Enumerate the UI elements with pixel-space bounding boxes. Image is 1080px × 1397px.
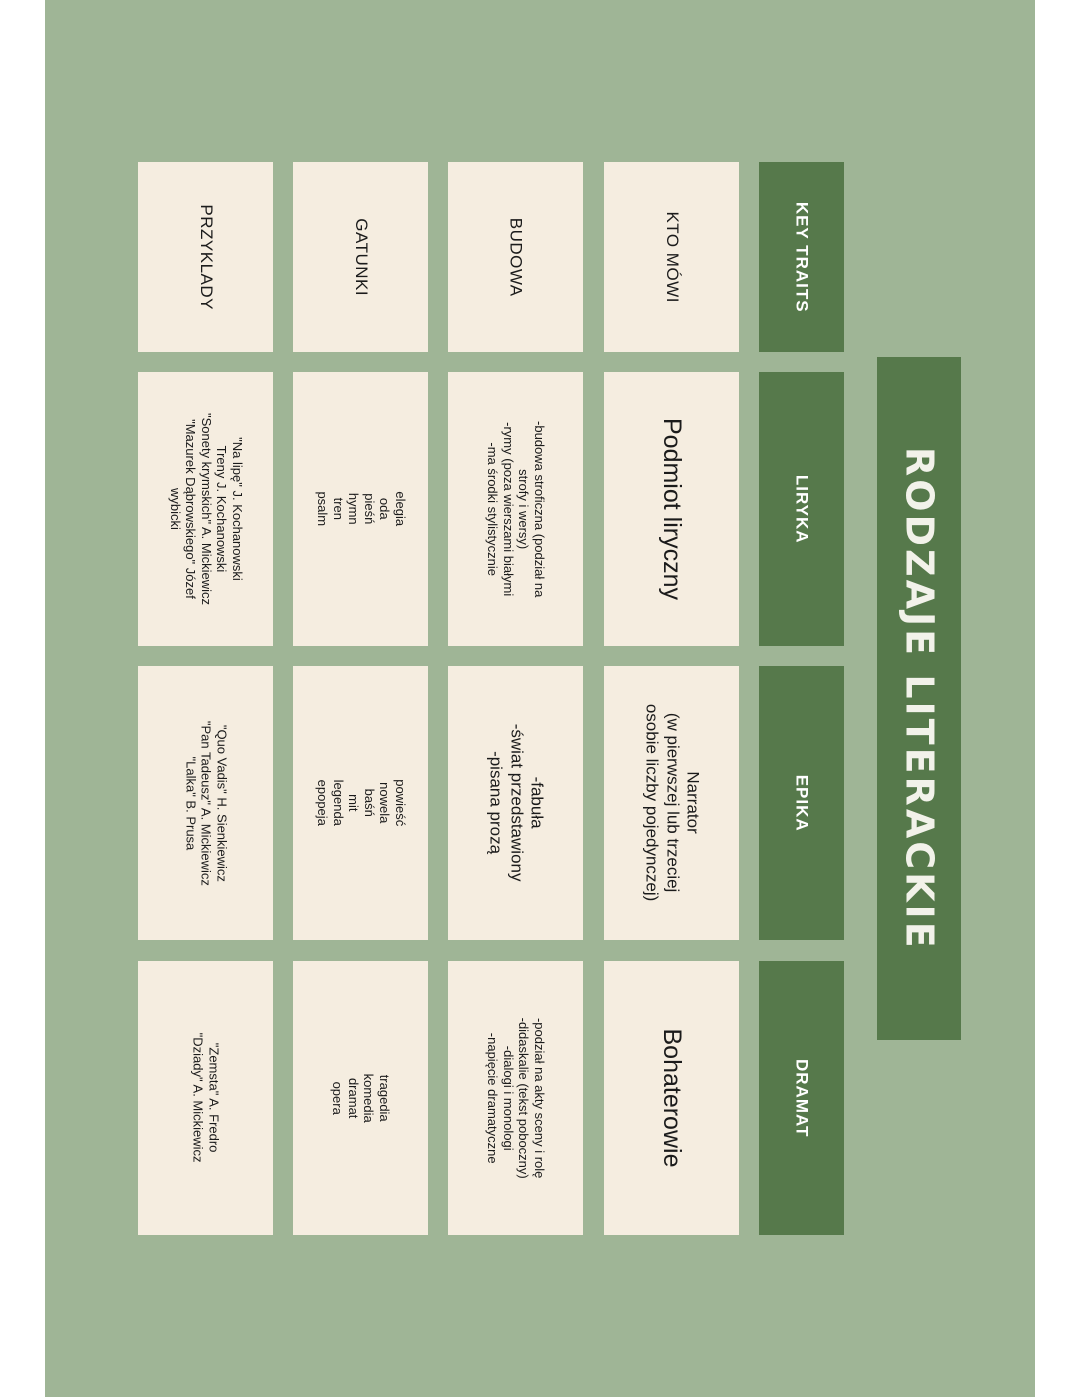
cell-przyklady-epika: "Quo Vadis" H. Sienkiewicz "Pan Tadeusz" A. Mickiewicz "Lalka" B. Prusa	[138, 666, 273, 940]
cell-przyklady-dramat: "Zemsta" A. Fredro "Dziady" A. Mickiewicz	[138, 961, 273, 1235]
cell-gatunki-dramat: tragedia komedia dramat opera	[293, 961, 428, 1235]
cell-kto-mowi-liryka: Podmiot liryczny	[604, 372, 739, 646]
cell-budowa-epika: -fabuła -świat przedstawiony -pisana prozą	[448, 666, 583, 940]
cell-gatunki-liryka: elegia oda pieśń hymn tren psalm	[293, 372, 428, 646]
cell-budowa-dramat: -podział na akty sceny i rolę -didaskalie (tekst poboczny) -dialogi i monologi -napięcie dramatyczne	[448, 961, 583, 1235]
row-label-gatunki: GATUNKI	[293, 162, 428, 352]
header-liryka: LIRYKA	[759, 372, 844, 646]
cell-kto-mowi-dramat: Bohaterowie	[604, 961, 739, 1235]
poster-sheet	[45, 0, 1035, 1397]
header-dramat: DRAMAT	[759, 961, 844, 1235]
cell-budowa-liryka: -budowa stroficzna (podział na strofy i wersy) -rymy (poza wierszami białymi -ma środki stylistycznie	[448, 372, 583, 646]
cell-gatunki-epika: powieść nowela baśń mit legenda epopeja	[293, 666, 428, 940]
cell-kto-mowi-epika: Narrator (w pierwszej lub trzeciej osobie liczby pojedynczej)	[604, 666, 739, 940]
row-label-przyklady: PRZYKLADY	[138, 162, 273, 352]
header-key-traits: KEY TRAITS	[759, 162, 844, 352]
row-label-budowa: BUDOWA	[448, 162, 583, 352]
title-banner	[877, 357, 961, 1040]
poster-title: RODZAJE LITERACKIE	[897, 446, 942, 951]
header-epika: EPIKA	[759, 666, 844, 940]
cell-przyklady-liryka: "Na lipę" J. Kochanowski Treny J. Kochanowski "Sonety krymskich" A. Mickiewicz "Mazurek Dąbrowskiego" Józef wybicki	[138, 372, 273, 646]
row-label-kto-mowi: KTO MÓWI	[604, 162, 739, 352]
